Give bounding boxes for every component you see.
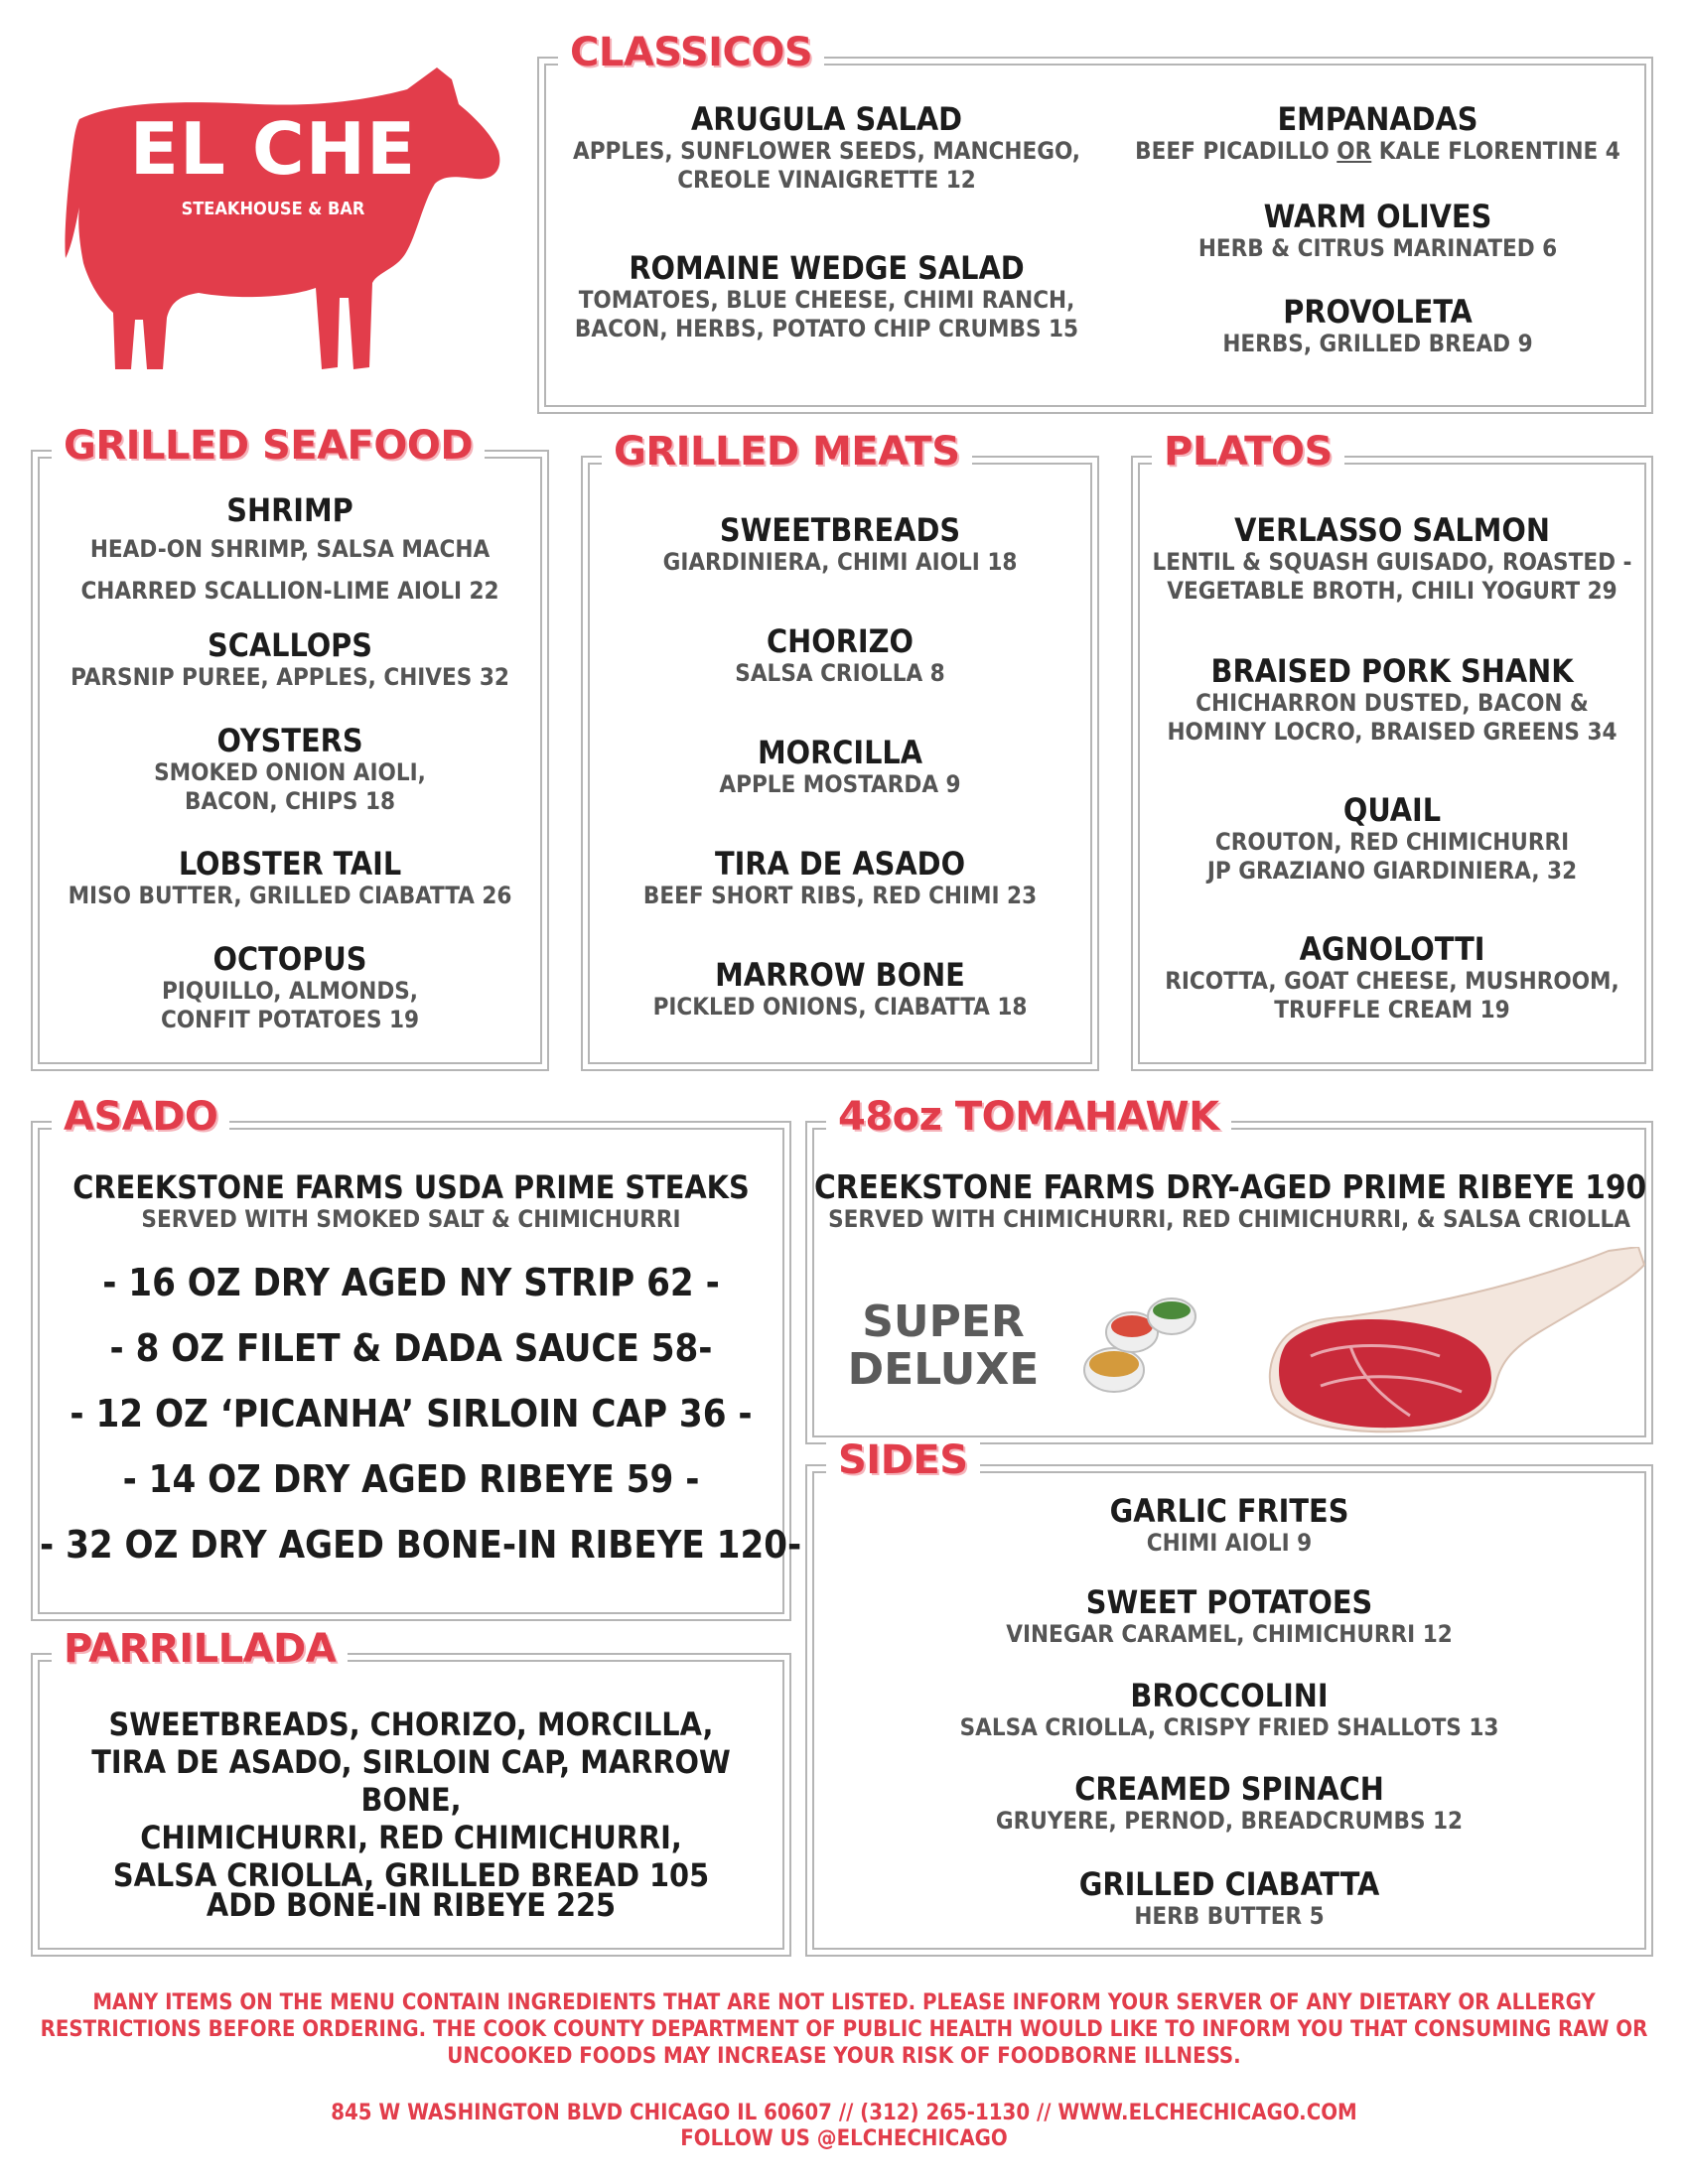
menu-item xyxy=(1107,294,1648,358)
item-desc: SMOKED ONION AIOLI, BACON, CHIPS 18 xyxy=(154,758,426,815)
brand-tagline: STEAKHOUSE & BAR xyxy=(181,199,365,219)
seafood-section xyxy=(38,423,542,1064)
desc-part: KALE FLORENTINE 4 xyxy=(1371,137,1620,165)
steak-item xyxy=(40,1457,782,1501)
item-name: MORCILLA xyxy=(757,734,923,771)
asado-subheading: SERVED WITH SMOKED SALT & CHIMICHURRI xyxy=(141,1205,681,1233)
item-desc: SALSA CRIOLLA 8 xyxy=(735,659,945,687)
parrillada-desc-text: SWEETBREADS, CHORIZO, MORCILLA, TIRA DE ASADO, SIRLOIN CAP, MARROW BONE, CHIMICHURRI, RED CHIMICHURRI, SALSA CRIOLLA, GRILLED BREAD 105 xyxy=(91,1706,731,1894)
menu-item xyxy=(40,627,540,692)
parrillada-addon-text: ADD BONE-IN RIBEYE 225 xyxy=(206,1886,617,1924)
tomahawk-steak-icon xyxy=(1201,1247,1648,1435)
classicos-section xyxy=(544,30,1646,407)
menu-item xyxy=(1140,931,1644,1024)
item-name: BRAISED PORK SHANK xyxy=(1210,652,1574,690)
item-name: GARLIC FRITES xyxy=(1109,1492,1349,1530)
item-desc: CHICHARRON DUSTED, BACON & HOMINY LOCRO, BRAISED GREENS 34 xyxy=(1167,689,1618,746)
item-name: QUAIL xyxy=(1342,791,1442,829)
tomahawk-subheading: SERVED WITH CHIMICHURRI, RED CHIMICHURRI, & SALSA CRIOLLA xyxy=(828,1205,1630,1233)
item-desc: CROUTON, RED CHIMICHURRI JP GRAZIANO GIARDINIERA, 32 xyxy=(1206,828,1578,885)
meats-title: GRILLED MEATS xyxy=(602,429,972,475)
menu-item xyxy=(40,941,540,1034)
steak-text: - 8 OZ FILET & DADA SAUCE 58- xyxy=(109,1326,713,1370)
item-name: SWEETBREADS xyxy=(719,511,961,549)
menu-item xyxy=(546,250,1107,343)
meats-section xyxy=(588,429,1092,1064)
desc-part: BEEF PICADILLO xyxy=(1135,137,1337,165)
allergy-disclaimer: MANY ITEMS ON THE MENU CONTAIN INGREDIENTS THAT ARE NOT LISTED. PLEASE INFORM YOUR SERVER OF ANY DIETARY OR ALLERGY RESTRICTIONS BEFORE ORDERING. THE COOK COUNTY DEPARTMENT OF PUBLIC HEALTH WOULD LIKE TO INFORM YOU THAT CONSUMING RAW OR UNCOOKED FOODS MAY INCREASE YOUR RISK OF FOODBORNE ILLNESS. xyxy=(40,1990,1648,2069)
platos-title: PLATOS xyxy=(1152,429,1344,475)
parrillada-addon xyxy=(40,1886,782,1924)
menu-item xyxy=(590,846,1090,910)
steak-text: - 14 OZ DRY AGED RIBEYE 59 - xyxy=(122,1457,700,1501)
item-desc: VINEGAR CARAMEL, CHIMICHURRI 12 xyxy=(1006,1620,1453,1648)
item-name: AGNOLOTTI xyxy=(1299,930,1485,968)
item-name: TIRA DE ASADO xyxy=(714,845,966,883)
item-name: MARROW BONE xyxy=(715,956,965,994)
steak-item xyxy=(40,1261,782,1304)
menu-item xyxy=(1107,101,1648,166)
desc-or: OR xyxy=(1336,137,1372,165)
social-handle: FOLLOW US @ELCHECHICAGO xyxy=(680,2126,1008,2151)
asado-section xyxy=(38,1094,802,1614)
item-desc: HERB BUTTER 5 xyxy=(1134,1902,1325,1930)
menu-item xyxy=(1107,199,1648,263)
menu-item xyxy=(590,957,1090,1022)
menu-item xyxy=(814,1866,1644,1931)
item-name: OCTOPUS xyxy=(212,940,367,978)
item-desc: LENTIL & SQUASH GUISADO, ROASTED - VEGETABLE BROTH, CHILI YOGURT 29 xyxy=(1152,548,1632,605)
menu-item xyxy=(814,1678,1644,1742)
item-desc: PIQUILLO, ALMONDS, CONFIT POTATOES 19 xyxy=(160,977,420,1033)
item-desc xyxy=(1107,137,1648,166)
item-desc: GIARDINIERA, CHIMI AIOLI 18 xyxy=(662,548,1018,576)
item-desc: HERBS, GRILLED BREAD 9 xyxy=(1222,330,1533,357)
seafood-title: GRILLED SEAFOOD xyxy=(52,423,485,469)
item-desc: GRUYERE, PERNOD, BREADCRUMBS 12 xyxy=(995,1807,1464,1835)
menu-item xyxy=(1140,653,1644,747)
item-name: CHORIZO xyxy=(767,622,914,660)
menu-item xyxy=(814,1584,1644,1649)
item-name: GRILLED CIABATTA xyxy=(1078,1865,1380,1903)
parrillada-section xyxy=(38,1626,784,1950)
menu-item xyxy=(1140,512,1644,606)
item-name: LOBSTER TAIL xyxy=(178,845,402,883)
menu-item xyxy=(40,492,540,612)
menu-item xyxy=(40,846,540,910)
asado-heading xyxy=(40,1169,782,1234)
asado-heading-text: CREEKSTONE FARMS USDA PRIME STEAKS xyxy=(72,1168,750,1206)
parrillada-desc xyxy=(40,1706,782,1894)
tomahawk-heading-text: CREEKSTONE FARMS DRY-AGED PRIME RIBEYE 190 xyxy=(814,1167,1647,1206)
item-desc: HEAD-ON SHRIMP, SALSA MACHA CHARRED SCALLION-LIME AIOLI 22 xyxy=(80,535,499,605)
menu-item xyxy=(590,735,1090,799)
item-desc: CHIMI AIOLI 9 xyxy=(1146,1529,1313,1557)
menu-item xyxy=(40,723,540,816)
item-name: ROMAINE WEDGE SALAD xyxy=(629,249,1025,287)
item-desc: RICOTTA, GOAT CHEESE, MUSHROOM, TRUFFLE CREAM 19 xyxy=(1165,967,1619,1024)
menu-item xyxy=(814,1493,1644,1558)
item-name: EMPANADAS xyxy=(1277,100,1478,138)
item-name: SHRIMP xyxy=(226,491,353,529)
classicos-title: CLASSICOS xyxy=(558,30,824,75)
item-name: ARUGULA SALAD xyxy=(690,100,962,138)
item-name: CREAMED SPINACH xyxy=(1074,1770,1384,1808)
menu-item xyxy=(546,101,1107,195)
steak-text: - 32 OZ DRY AGED BONE-IN RIBEYE 120- xyxy=(40,1523,802,1567)
brand-name: EL CHE xyxy=(129,107,417,191)
super-deluxe-badge: SUPER DELUXE xyxy=(847,1297,1040,1395)
menu-item xyxy=(590,512,1090,577)
item-name: WARM OLIVES xyxy=(1263,198,1492,235)
item-desc: BEEF SHORT RIBS, RED CHIMI 23 xyxy=(642,882,1038,909)
item-desc: TOMATOES, BLUE CHEESE, CHIMI RANCH, BACON, HERBS, POTATO CHIP CRUMBS 15 xyxy=(574,286,1079,342)
menu-item xyxy=(1140,792,1644,886)
menu-item xyxy=(590,623,1090,688)
steak-text: - 12 OZ ‘PICANHA’ SIRLOIN CAP 36 - xyxy=(70,1392,753,1435)
item-name: VERLASSO SALMON xyxy=(1234,511,1550,549)
item-desc: HERB & CITRUS MARINATED 6 xyxy=(1197,234,1558,262)
item-name: PROVOLETA xyxy=(1283,293,1473,331)
item-desc: APPLES, SUNFLOWER SEEDS, MANCHEGO, CREOLE VINAIGRETTE 12 xyxy=(573,137,1080,194)
item-name: SCALLOPS xyxy=(208,626,372,664)
item-desc: PARSNIP PUREE, APPLES, CHIVES 32 xyxy=(70,663,509,691)
sides-title: SIDES xyxy=(826,1437,980,1483)
sauce-bowls-icon xyxy=(1072,1293,1201,1402)
steak-item xyxy=(40,1523,802,1567)
item-name: OYSTERS xyxy=(216,722,363,759)
item-desc: SALSA CRIOLLA, CRISPY FRIED SHALLOTS 13 xyxy=(959,1713,1499,1741)
sides-section xyxy=(812,1437,1646,1950)
platos-section xyxy=(1138,429,1646,1064)
asado-title: ASADO xyxy=(52,1094,229,1140)
item-name: BROCCOLINI xyxy=(1130,1677,1329,1714)
steak-text: - 16 OZ DRY AGED NY STRIP 62 - xyxy=(102,1261,720,1304)
steak-item xyxy=(40,1392,782,1435)
logo xyxy=(60,60,506,387)
item-desc: MISO BUTTER, GRILLED CIABATTA 26 xyxy=(68,882,512,909)
item-desc: PICKLED ONIONS, CIABATTA 18 xyxy=(652,993,1028,1021)
tomahawk-section xyxy=(812,1094,1647,1437)
tomahawk-heading xyxy=(814,1167,1647,1234)
item-name: SWEET POTATOES xyxy=(1085,1583,1373,1621)
parrillada-title: PARRILLADA xyxy=(52,1626,348,1672)
contact-address: 845 W WASHINGTON BLVD CHICAGO IL 60607 // (312) 265-1130 // WWW.ELCHECHICAGO.COM xyxy=(331,2101,1357,2125)
tomahawk-title: 48oz TOMAHAWK xyxy=(826,1094,1231,1140)
steak-item xyxy=(40,1326,782,1370)
item-desc: APPLE MOSTARDA 9 xyxy=(719,770,961,798)
menu-item xyxy=(814,1771,1644,1836)
